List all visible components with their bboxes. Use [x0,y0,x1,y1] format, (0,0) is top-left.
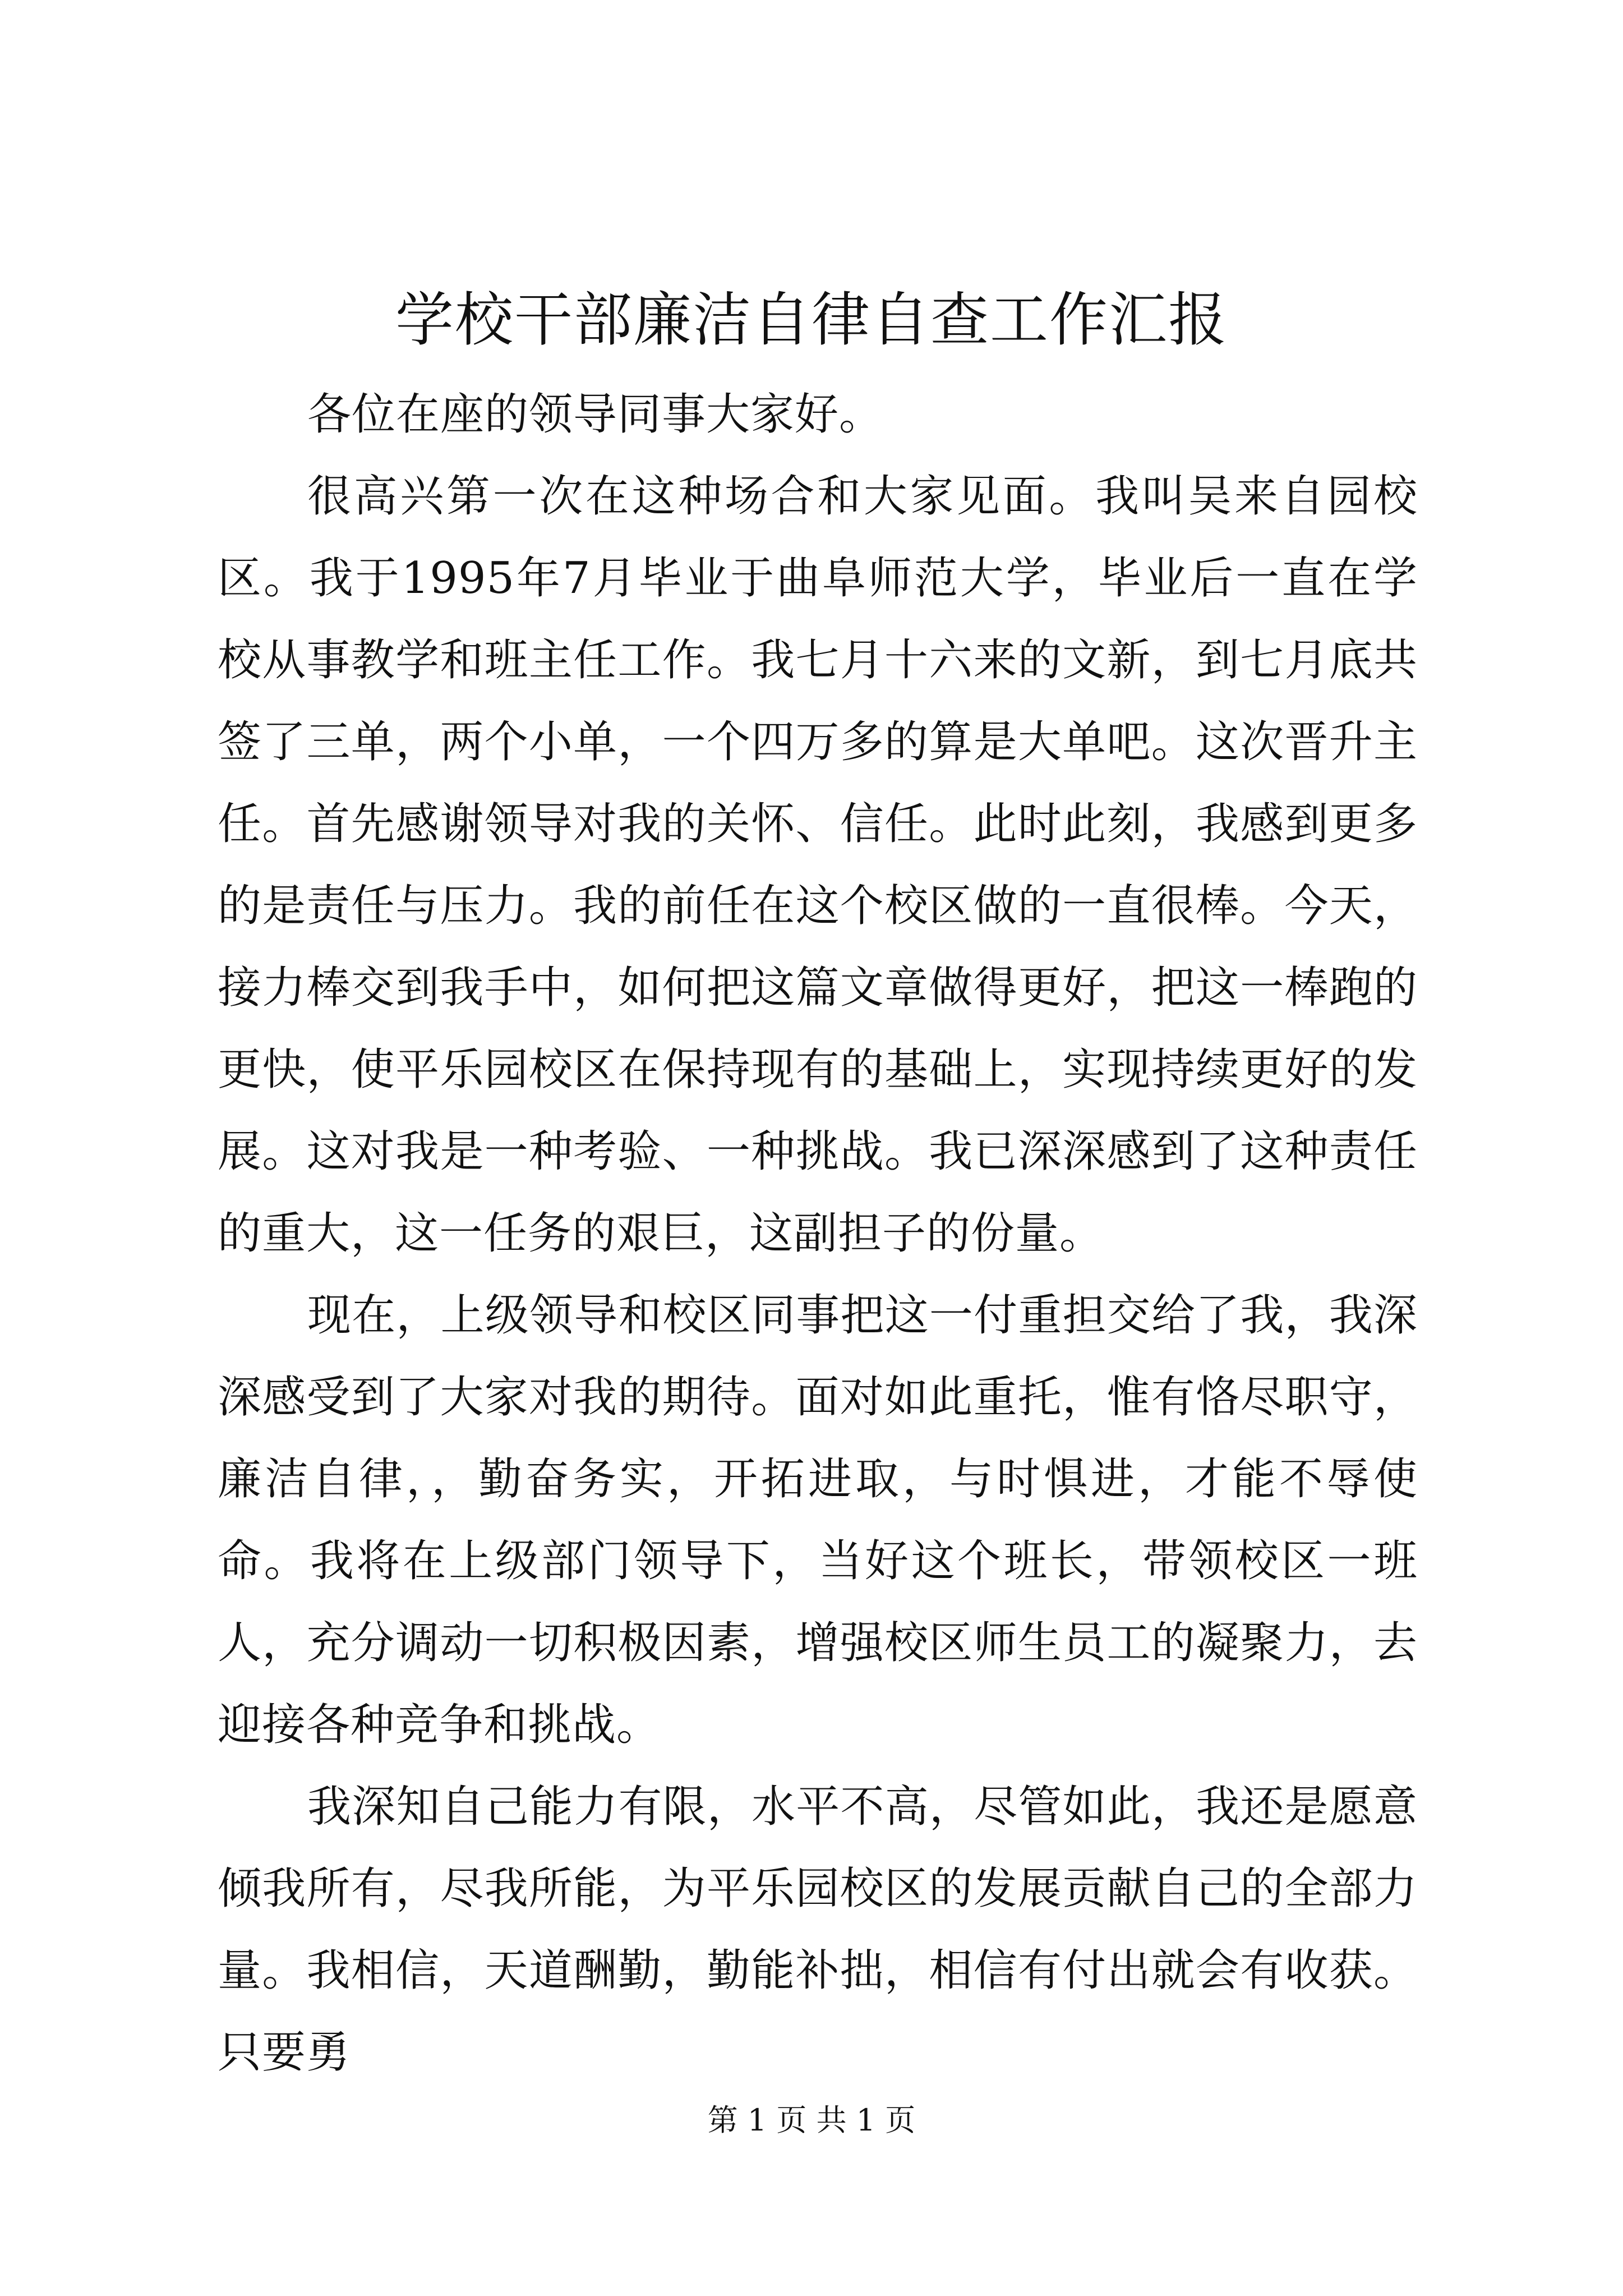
paragraph-introduction: 很高兴第一次在这种场合和大家见面。我叫吴来自园校区。我于1995年7月毕业于曲阜师范大学，毕业后一直在学校从事教学和班主任工作。我七月十六来的文新，到七月底共签了三单，两个小单，一个四万多的算是大单吧。这次晋升主任。首先感谢领导对我的关怀、信任。此时此刻，我感到更多的是责任与压力。我的前任在这个校区做的一直很棒。今天，接力棒交到我手中，如何把这篇文章做得更好，把这一棒跑的更快，使平乐园校区在保持现有的基础上，实现持续更好的发展。这对我是一种考验、一种挑战。我已深深感到了这种责任的重大，这一任务的艰巨，这副担子的份量。 [218,471,1418,1259]
document-title: 学校干部廉洁自律自查工作汇报 [395,286,1228,354]
paragraph-commitment: 我深知自己能力有限，水平不高，尽管如此，我还是愿意倾我所有，尽我所能，为平乐园校区的发展贡献自己的全部力量。我相信，天道酬勤，勤能补拙，相信有付出就会有收获。只要勇 [218,1782,1418,2078]
page-number-footer: 第 1 页 共 1 页 [707,2102,916,2138]
paragraph-greeting: 各位在座的领导同事大家好。 [307,389,884,440]
document-body [218,374,1418,2093]
paragraph-responsibility: 现在，上级领导和校区同事把这一付重担交给了我，我深深感受到了大家对我的期待。面对如此重托，惟有恪尽职守，廉洁自律，，勤奋务实，开拓进取，与时惧进，才能不辱使命。我将在上级部门领导下，当好这个班长，带领校区一班人，充分调动一切积极因素，增强校区师生员工的凝聚力，去迎接各种竞争和挑战。 [218,1290,1418,1750]
